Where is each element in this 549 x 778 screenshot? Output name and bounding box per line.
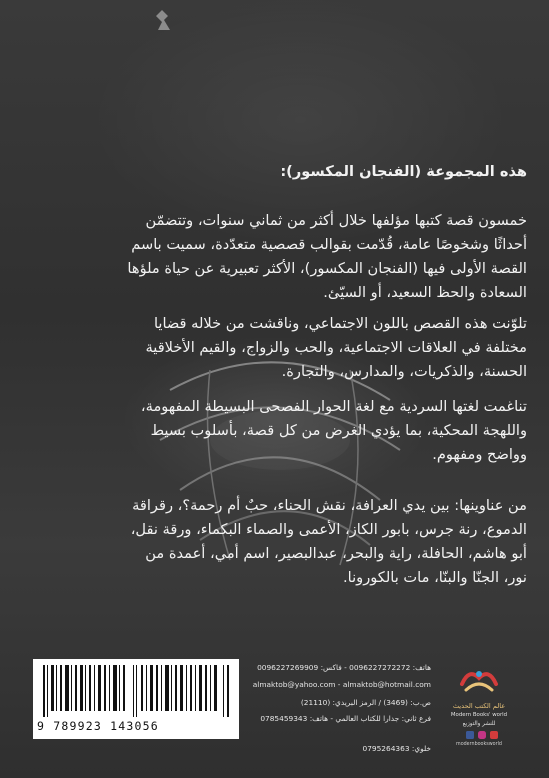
description-paragraph-3: تناغمت لغتها السردية مع لغة الحوار الفصحى البسيطة المفهومة، واللهجة المحكية، بما يؤدي الغرض من كل قصة، بأسلوب بسيط وواضح ومفهوم.: [140, 398, 527, 463]
mobile-line: خلوي: 0795264363: [362, 744, 431, 753]
social-handle: modernbooksworld: [456, 742, 502, 747]
publisher-tagline: للنشر والتوزيع: [462, 721, 496, 727]
description-paragraph-1: خمسون قصة كتبها مؤلفها خلال أكثر من ثماني سنوات، وتتضمّن أحداثًا وشخوصًا عامة، قُدّمت بقوالب قصصية متعدّدة، سميت باسم القصة الأولى فيها (الفنجان المكسور)، الأكثر تعبيرية عن حياة ملؤها السعادة والحظ السعيد، أو السيّئ.: [127, 212, 527, 301]
phone-fax-line: هاتف: 0096227272272 - فاكس: 0096227269909: [257, 663, 431, 672]
publisher-logo-icon: [454, 664, 504, 700]
collection-heading: هذه المجموعة (الفنجان المكسور):: [280, 163, 527, 180]
description-paragraph-4: من عناوينها: بين يدي العرافة، نقش الحناء، حبٌ أم رحمة؟، رقراقة الدموع، رنة جرس، بابور الكاز، الأعمى والصماء البكماء، ورقة نقل، أبو هاشم، الحافلة، راية والبحر، عبدالبصير، اسم أمي، أعمدة من نور، الجنّا والبنّا، مات بالكورونا.: [130, 497, 527, 586]
corner-mark-icon: [152, 8, 172, 34]
branch-line: فرع ثاني: جدارا للكتاب العالمي - هاتف: 0785459343: [260, 714, 431, 723]
isbn-digits: 9 789923 143056: [37, 719, 159, 733]
isbn-barcode-box: [33, 659, 239, 739]
publisher-name-ar: عالم الكتب الحديث: [452, 702, 506, 710]
social-media-icons: [462, 730, 502, 740]
publisher-name-en: Modern Books' world: [450, 712, 508, 718]
barcode-icon: [41, 665, 231, 717]
email-line: almaktob@yahoo.com - almaktob@hotmail.com: [252, 680, 431, 689]
description-paragraph-2: تلوّنت هذه القصص باللون الاجتماعي، وناقشت من خلاله قضايا مختلفة في العلاقات الاجتماعية، والحب والزواج، والقيم الأخلاقية الحسنة، والذكريات، والمدارس، والتجارة.: [145, 315, 527, 380]
pobox-line: ص.ب: (3469) / الرمز البريدي: (21110): [300, 698, 431, 707]
